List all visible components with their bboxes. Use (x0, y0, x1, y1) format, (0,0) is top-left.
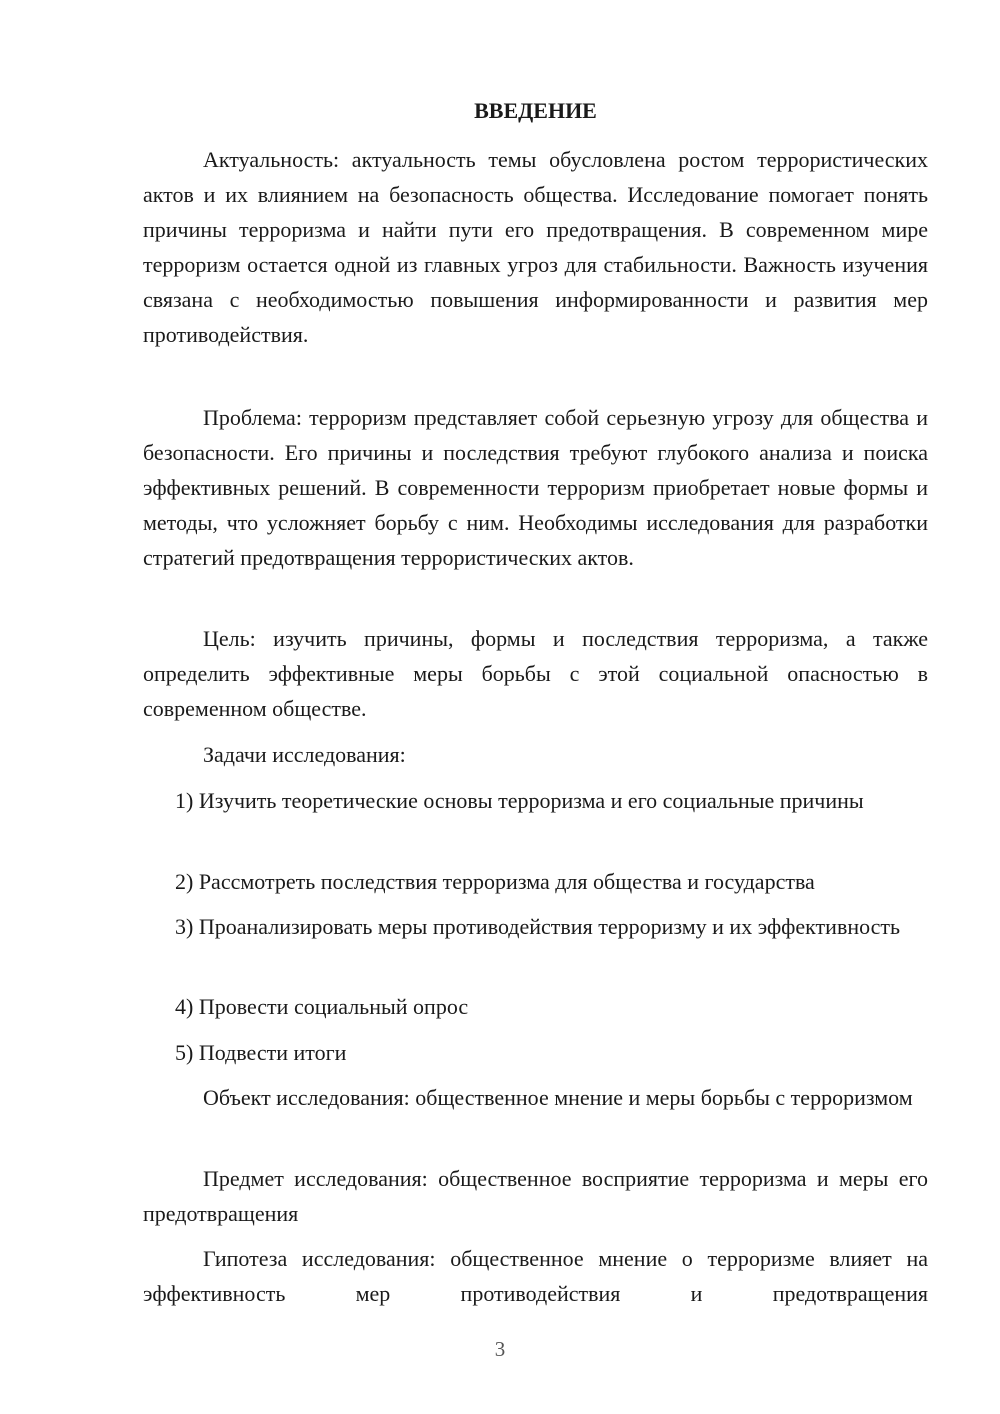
list-item: 3) Проанализировать меры противодействия терроризму и их эффективность (175, 914, 901, 939)
goal-paragraph: Цель: изучить причины, формы и последствия терроризма, а также определить эффективные меры борьбы с этой социальной опасностью в современном обществе. (143, 626, 928, 721)
object-paragraph: Объект исследования: общественное мнение и меры борьбы с терроризмом (203, 1085, 913, 1110)
subject-paragraph: Предмет исследования: общественное восприятие терроризма и меры его предотвращения (143, 1166, 928, 1226)
list-item: 2) Рассмотреть последствия терроризма для общества и государства (175, 869, 815, 894)
hypothesis-paragraph: Гипотеза исследования: общественное мнение о терроризме влияет на эффективность мер противодействия и предотвращения (143, 1246, 928, 1306)
page-title: ВВЕДЕНИЕ (474, 98, 597, 123)
problem-paragraph: Проблема: терроризм представляет собой серьезную угрозу для общества и безопасности. Его причины и последствия требуют глубокого анализа и поиска эффективных решений. В современности терроризм приобретает новые формы и методы, что усложняет борьбу с ним. Необходимы исследования для разработки стратегий предотвращения террористических актов. (143, 405, 928, 570)
tasks-heading: Задачи исследования: (203, 742, 406, 767)
list-item: 1) Изучить теоретические основы терроризма и его социальные причины (175, 788, 864, 813)
list-item: 4) Провести социальный опрос (175, 994, 469, 1019)
page-number: 3 (494, 1337, 506, 1361)
list-item: 5) Подвести итоги (175, 1040, 347, 1065)
relevance-paragraph: Актуальность: актуальность темы обусловлена ростом террористических актов и их влиянием на безопасность общества. Исследование помогает понять причины терроризма и найти пути его предотвращения. В современном мире терроризм остается одной из главных угроз для стабильности. Важность изучения связана с необходимостью повышения информированности и развития мер противодействия. (143, 147, 928, 347)
